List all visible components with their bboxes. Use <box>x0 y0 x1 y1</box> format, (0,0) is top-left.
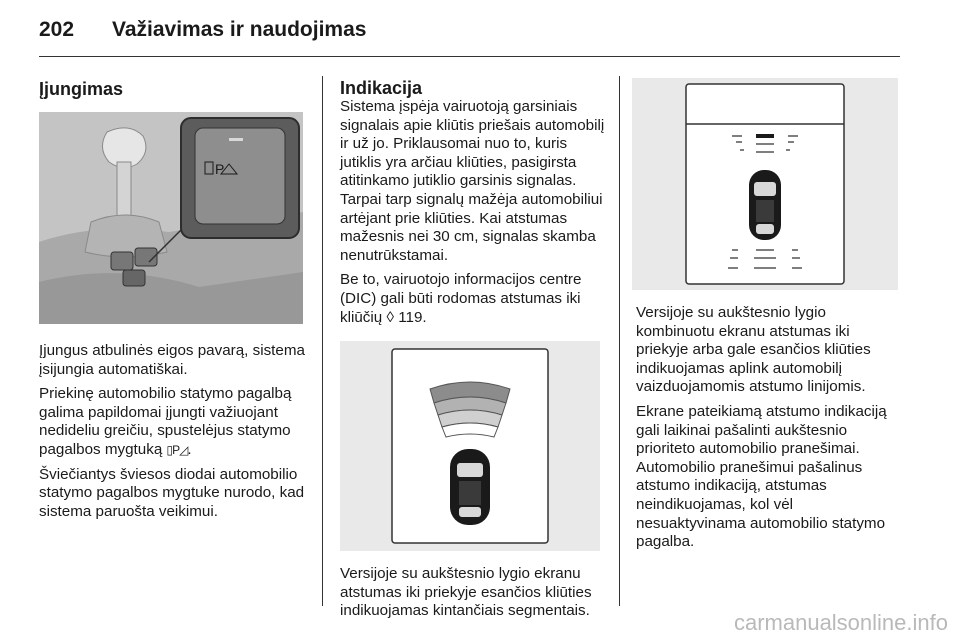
gear-console-illustration <box>39 112 303 324</box>
paragraph-activation-2: Priekinę automobilio statymo pagalbą galima papildomai įjungti važiuojant nedideliu greičiu, spustelėjus statymo pagalbos mygtuką ▯P◿. <box>39 385 292 458</box>
section-title-indication: Indikacija <box>340 78 423 98</box>
park-assist-icon: ▯P◿ <box>166 442 188 457</box>
paragraph-combined-2: Ekrane pateikiamą atstumo indikaciją gali laikinai pašalinti aukštesnio prioriteto automobilio pranešimai. Automobilio pranešimui pašalinus atstumo indikaciją, atstumas neindikuojamas, kol vėl nesuaktyvinama automobilio statymo pagalba. <box>636 402 887 551</box>
paragraph-indication-3: Versijoje su aukštesnio lygio ekranu atstumas iki priekyje esančios kliūties indikuojamas kintančiais segmentais. <box>340 565 592 620</box>
column-indication <box>340 78 605 627</box>
paragraph-indication-1: Sistema įspėja vairuotoją garsiniais signalais apie kliūtis priešais automobilį ir už jo. Priklausomai nuo to, kuris jutiklis yra arčiau kliūties, pasigirsta atitinkamo jutiklio garsinis signalas. Tarpai tarp signalų mažėja automobiliui artėjant prie kliūties. Kai atstumas mažesnis nei 30 cm, signalas skamba nenutrūkstamai. <box>340 98 605 264</box>
column-divider-2 <box>619 76 620 606</box>
paragraph-indication-2: Be to, vairuotojo informacijos centre (DIC) gali būti rodomas atstumas iki kliūčių ◊ 119. <box>340 271 582 326</box>
column-divider-1 <box>322 76 323 606</box>
paragraph-combined-1: Versijoje su aukštesnio lygio kombinuotu ekranu atstumas iki priekyje arba gale esančios kliūties indikuojamas aplink automobilį vaizduojamomis atstumo linijomis. <box>636 304 871 396</box>
header-rule <box>39 56 900 57</box>
paragraph-activation-1: Įjungus atbulinės eigos pavarą, sistema įsijungia automatiškai. <box>39 342 305 378</box>
watermark: carmanualsonline.info <box>733 610 948 635</box>
column-activation <box>39 78 307 527</box>
svg-text:P: P <box>215 161 225 177</box>
page-number: 202 <box>39 18 75 41</box>
reference-arrow-icon: ◊ <box>386 308 394 326</box>
segment-display-illustration <box>340 341 600 551</box>
section-title-activation: Įjungimas <box>39 79 124 99</box>
column-combined-display <box>636 78 904 558</box>
distance-lines-illustration <box>632 78 898 290</box>
paragraph-activation-3: Šviečiantys šviesos diodai automobilio statymo pagalbos mygtuke nurodo, kad sistema paruošta veikimui. <box>39 465 305 520</box>
page-title: Važiavimas ir naudojimas <box>112 18 367 41</box>
